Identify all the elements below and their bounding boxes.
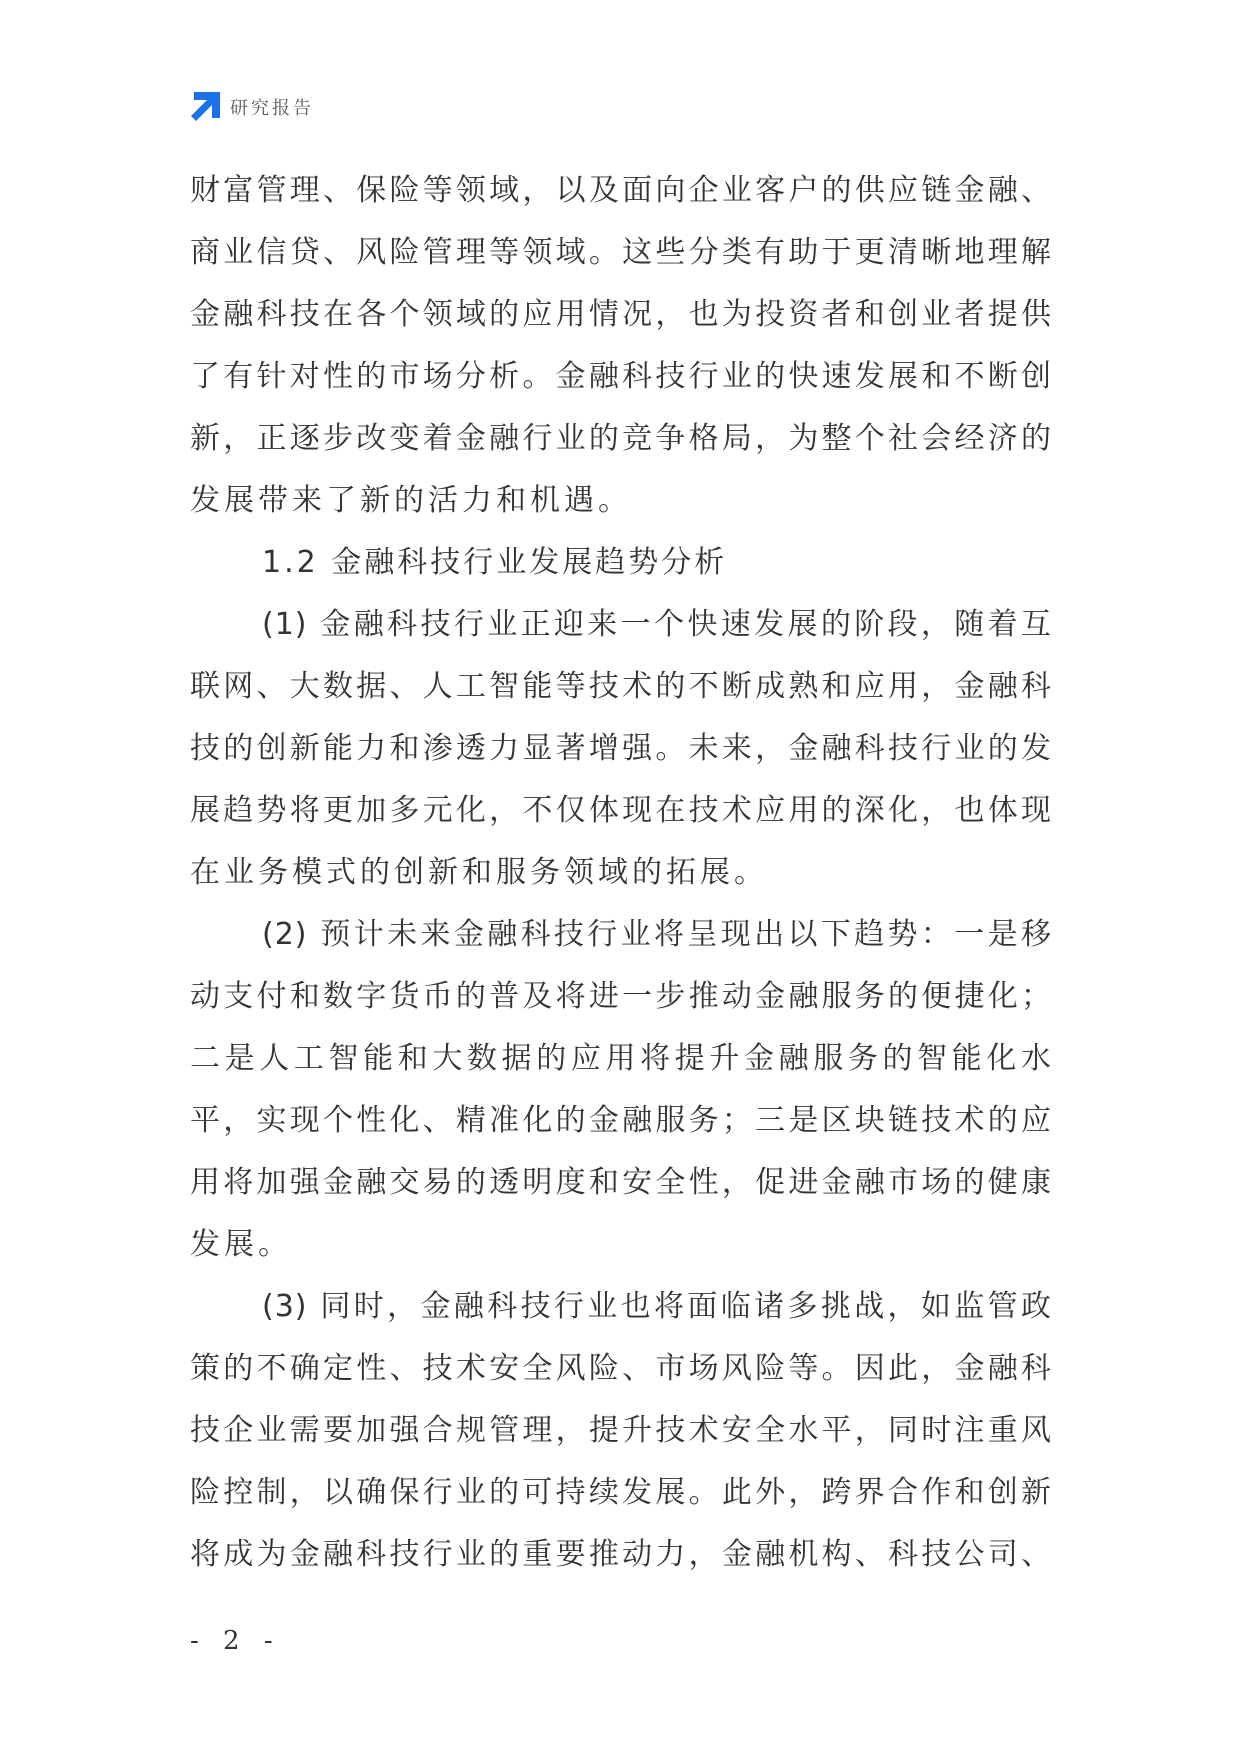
body-line: 财富管理、保险等领域，以及面向企业客户的供应链金融、 <box>190 173 1052 208</box>
page-header <box>190 90 314 124</box>
paragraph-1-line: 联网、大数据、人工智能等技术的不断成熟和应用，金融科 <box>190 669 1052 704</box>
section-heading: 1.2 金融科技行业发展趋势分析 <box>262 545 728 580</box>
paragraph-1-line: 展趋势将更加多元化，不仅体现在技术应用的深化，也体现 <box>190 793 1052 828</box>
paragraph-3-line: 险控制，以确保行业的可持续发展。此外，跨界合作和创新 <box>190 1475 1052 1510</box>
paragraph-2-line: 发展。 <box>190 1227 292 1262</box>
paragraph-1-line: (1) 金融科技行业正迎来一个快速发展的阶段，随着互 <box>262 607 1052 642</box>
body-line: 商业信贷、风险管理等领域。这些分类有助于更清晰地理解 <box>190 235 1052 270</box>
body-line: 新，正逐步改变着金融行业的竞争格局，为整个社会经济的 <box>190 421 1052 456</box>
paragraph-3-line: 将成为金融科技行业的重要推动力，金融机构、科技公司、 <box>190 1537 1052 1572</box>
paragraph-3-line: 技企业需要加强合规管理，提升技术安全水平，同时注重风 <box>190 1413 1052 1448</box>
paragraph-3-line: 策的不确定性、技术安全风险、市场风险等。因此，金融科 <box>190 1351 1052 1386</box>
paragraph-2-line: (2) 预计未来金融科技行业将呈现出以下趋势：一是移 <box>262 917 1052 952</box>
body-line: 金融科技在各个领域的应用情况，也为投资者和创业者提供 <box>190 297 1052 332</box>
body-line: 发展带来了新的活力和机遇。 <box>190 483 632 518</box>
paragraph-2-line: 动支付和数字货币的普及将进一步推动金融服务的便捷化； <box>190 979 1052 1014</box>
paragraph-2-line: 用将加强金融交易的透明度和安全性，促进金融市场的健康 <box>190 1165 1052 1200</box>
paragraph-2-line: 二是人工智能和大数据的应用将提升金融服务的智能化水 <box>190 1041 1052 1076</box>
paragraph-1-line: 在业务模式的创新和服务领域的拓展。 <box>190 855 768 890</box>
body-line: 了有针对性的市场分析。金融科技行业的快速发展和不断创 <box>190 359 1052 394</box>
paragraph-3-line: (3) 同时，金融科技行业也将面临诸多挑战，如监管政 <box>262 1289 1052 1324</box>
paragraph-1-line: 技的创新能力和渗透力显著增强。未来，金融科技行业的发 <box>190 731 1052 766</box>
header-title: 研究报告 <box>230 98 314 119</box>
arrow-up-right-icon <box>190 92 220 122</box>
document-body <box>190 160 1052 1586</box>
paragraph-2-line: 平，实现个性化、精准化的金融服务；三是区块链技术的应 <box>190 1103 1052 1138</box>
page-number: - 2 - <box>190 1626 281 1656</box>
